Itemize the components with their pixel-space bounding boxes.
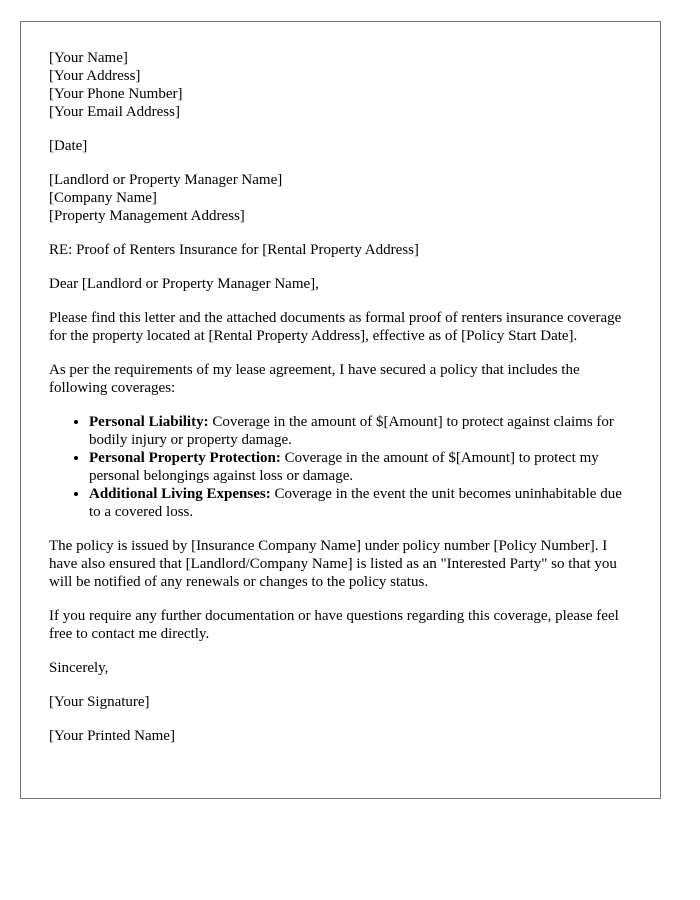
recipient-block bbox=[49, 171, 632, 225]
complimentary-close: Sincerely, bbox=[49, 660, 109, 676]
subject-line: RE: Proof of Renters Insurance for [Rental Property Address] bbox=[49, 242, 419, 258]
coverage-title: Additional Living Expenses: bbox=[89, 486, 271, 502]
coverage-list bbox=[49, 413, 632, 521]
list-item bbox=[89, 449, 632, 485]
signature-line: [Your Signature] bbox=[49, 694, 150, 710]
salutation: Dear [Landlord or Property Manager Name], bbox=[49, 276, 319, 292]
closing-paragraph: If you require any further documentation or have questions regarding this coverage, please feel free to contact me directly. bbox=[49, 608, 619, 642]
letter-page bbox=[20, 21, 661, 799]
sender-phone: [Your Phone Number] bbox=[49, 86, 183, 102]
coverage-text: Coverage in the amount of $[Amount] to protect my personal belongings against loss or damage. bbox=[89, 450, 599, 484]
coverage-text: Coverage in the amount of $[Amount] to protect against claims for bodily injury or property damage. bbox=[89, 414, 614, 448]
sender-block bbox=[49, 49, 632, 121]
policy-paragraph: The policy is issued by [Insurance Company Name] under policy number [Policy Number]. I have also ensured that [Landlord/Company Name] is listed as an "Interested Party" so that you will be notified of any renewals or changes to the policy status. bbox=[49, 538, 617, 590]
letter-date: [Date] bbox=[49, 138, 88, 154]
sender-address: [Your Address] bbox=[49, 68, 141, 84]
coverage-title: Personal Liability: bbox=[89, 414, 209, 430]
list-item bbox=[89, 485, 632, 521]
coverage-text: Coverage in the event the unit becomes uninhabitable due to a covered loss. bbox=[89, 486, 622, 520]
recipient-name: [Landlord or Property Manager Name] bbox=[49, 172, 283, 188]
intro-paragraph: Please find this letter and the attached documents as formal proof of renters insurance coverage for the property located at [Rental Property Address], effective as of [Policy Start Date]. bbox=[49, 310, 622, 344]
requirements-paragraph: As per the requirements of my lease agreement, I have secured a policy that includes the following coverages: bbox=[49, 362, 580, 396]
sender-email: [Your Email Address] bbox=[49, 104, 180, 120]
recipient-address: [Property Management Address] bbox=[49, 208, 245, 224]
printed-name: [Your Printed Name] bbox=[49, 728, 175, 744]
recipient-company: [Company Name] bbox=[49, 190, 157, 206]
list-item bbox=[89, 413, 632, 449]
sender-name: [Your Name] bbox=[49, 50, 128, 66]
coverage-title: Personal Property Protection: bbox=[89, 450, 281, 466]
